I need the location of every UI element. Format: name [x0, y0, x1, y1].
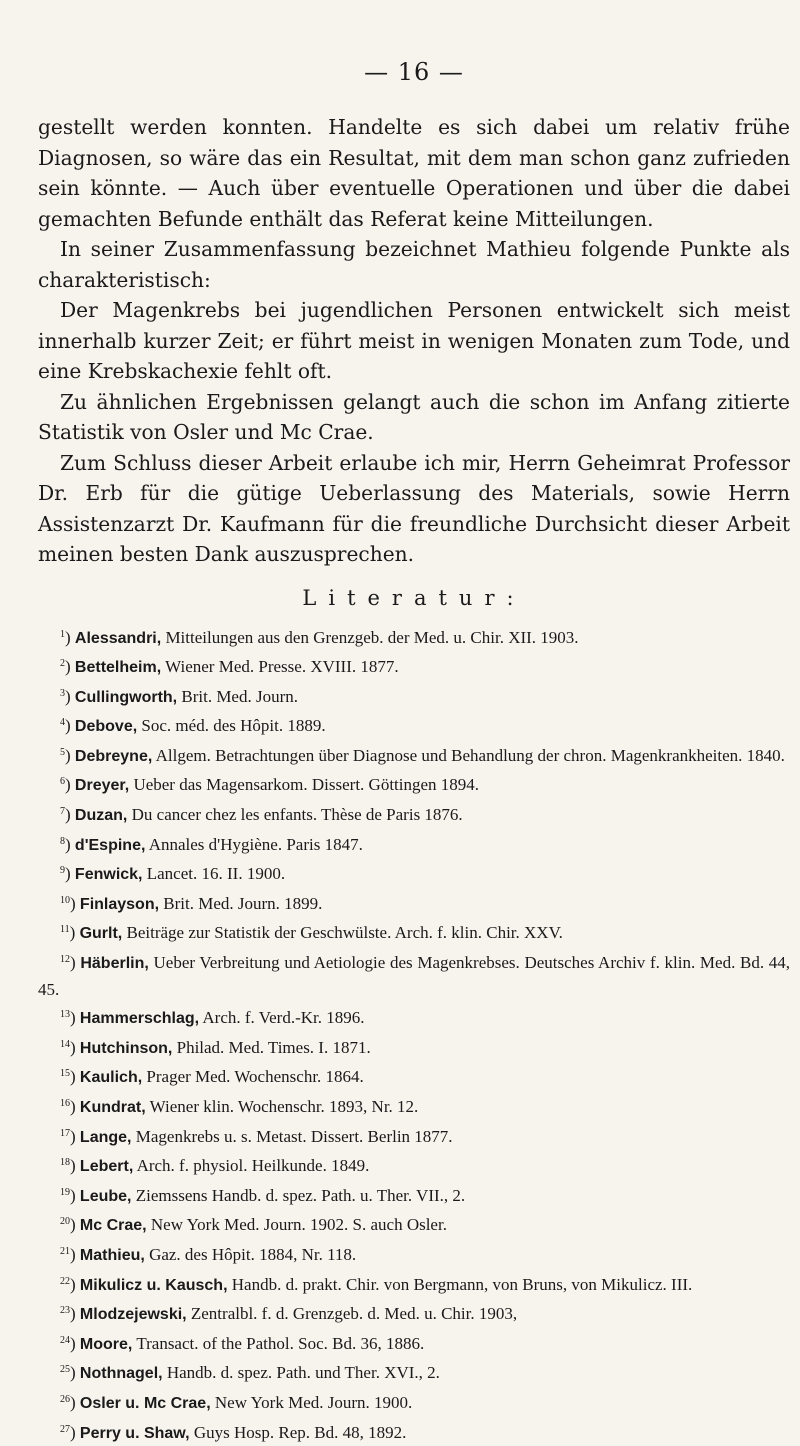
body-text	[38, 112, 790, 570]
reference-number: 14	[60, 1039, 70, 1050]
reference-author: Perry u. Shaw,	[80, 1425, 190, 1442]
page	[38, 58, 790, 1446]
reference-entry: $^4$) Debove, Soc. méd. des Hôpit. 1889.	[38, 710, 790, 740]
reference-text: Zentralbl. f. d. Grenzgeb. d. Med. u. Chir. 1903,	[191, 1304, 517, 1323]
reference-entry: $^{14}$) Hutchinson, Philad. Med. Times. I. 1871.	[38, 1032, 790, 1062]
reference-entry: $^{10}$) Finlayson, Brit. Med. Journ. 1899.	[38, 888, 790, 918]
reference-author: Hutchinson,	[80, 1040, 172, 1057]
paragraph: In seiner Zusammenfassung bezeichnet Mathieu folgende Punkte als charakteristisch:	[38, 234, 790, 295]
reference-author: d'Espine,	[75, 837, 145, 854]
reference-number: 1	[60, 629, 65, 640]
reference-author: Hammerschlag,	[80, 1010, 199, 1027]
reference-number: 4	[60, 717, 65, 728]
reference-text: Brit. Med. Journ.	[181, 687, 298, 706]
literature-heading: Literatur:	[38, 586, 790, 610]
reference-number: 9	[60, 865, 65, 876]
reference-author: Häberlin,	[80, 955, 148, 972]
paragraph: Der Magenkrebs bei jugendlichen Personen entwickelt sich meist innerhalb kurzer Zeit; er führt meist in wenigen Monaten zum Tode, und eine Krebskachexie fehlt oft.	[38, 295, 790, 387]
reference-number: 5	[60, 747, 65, 758]
reference-number: 24	[60, 1335, 70, 1346]
reference-text: Mitteilungen aus den Grenzgeb. der Med. u. Chir. XII. 1903.	[165, 628, 578, 647]
reference-text: Gaz. des Hôpit. 1884, Nr. 118.	[149, 1245, 356, 1264]
reference-author: Osler u. Mc Crae,	[80, 1395, 211, 1412]
reference-number: 13	[60, 1009, 70, 1020]
reference-author: Debove,	[75, 718, 137, 735]
page-number: — 16 —	[38, 58, 790, 86]
paragraph: gestellt werden konnten. Handelte es sich dabei um relativ frühe Diagnosen, so wäre das ein Resultat, mit dem man schon ganz zufrieden sein könnte. — Auch über eventuelle Operationen und über die dabei gemachten Befunde enthält das Referat keine Mitteilungen.	[38, 112, 790, 234]
reference-author: Gurlt,	[80, 925, 123, 942]
reference-number: 10	[60, 895, 70, 906]
reference-author: Finlayson,	[80, 896, 159, 913]
reference-entry: $^{17}$) Lange, Magenkrebs u. s. Metast. Dissert. Berlin 1877.	[38, 1121, 790, 1151]
reference-entry: $^{20}$) Mc Crae, New York Med. Journ. 1902. S. auch Osler.	[38, 1209, 790, 1239]
reference-number: 3	[60, 688, 65, 699]
reference-entry: $^{11}$) Gurlt, Beiträge zur Statistik der Geschwülste. Arch. f. klin. Chir. XXV.	[38, 917, 790, 947]
reference-number: 15	[60, 1068, 70, 1079]
reference-entry: $^{16}$) Kundrat, Wiener klin. Wochenschr. 1893, Nr. 12.	[38, 1091, 790, 1121]
reference-entry: $^8$) d'Espine, Annales d'Hygiène. Paris 1847.	[38, 829, 790, 859]
reference-entry: $^6$) Dreyer, Ueber das Magensarkom. Dissert. Göttingen 1894.	[38, 769, 790, 799]
reference-text: Magenkrebs u. s. Metast. Dissert. Berlin 1877.	[136, 1127, 453, 1146]
reference-entry: $^{19}$) Leube, Ziemssens Handb. d. spez. Path. u. Ther. VII., 2.	[38, 1180, 790, 1210]
reference-number: 23	[60, 1305, 70, 1316]
reference-entry: $^2$) Bettelheim, Wiener Med. Presse. XVIII. 1877.	[38, 651, 790, 681]
reference-author: Lange,	[80, 1129, 132, 1146]
reference-number: 21	[60, 1246, 70, 1257]
reference-author: Alessandri,	[75, 630, 161, 647]
reference-entry: $^3$) Cullingworth, Brit. Med. Journ.	[38, 681, 790, 711]
reference-number: 25	[60, 1364, 70, 1375]
paragraph: Zu ähnlichen Ergebnissen gelangt auch die schon im Anfang zitierte Statistik von Osler und Mc Crae.	[38, 387, 790, 448]
reference-text: Lancet. 16. II. 1900.	[147, 864, 285, 883]
reference-author: Leube,	[80, 1188, 132, 1205]
reference-entry: $^{12}$) Häberlin, Ueber Verbreitung und Aetiologie des Magenkrebses. Deutsches Archiv f. klin. Med. Bd. 44, 45.	[38, 947, 790, 1002]
reference-entry: $^{18}$) Lebert, Arch. f. physiol. Heilkunde. 1849.	[38, 1150, 790, 1180]
reference-text: Soc. méd. des Hôpit. 1889.	[141, 716, 325, 735]
reference-entry: $^{24}$) Moore, Transact. of the Pathol. Soc. Bd. 36, 1886.	[38, 1328, 790, 1358]
reference-number: 20	[60, 1216, 70, 1227]
reference-entry: $^5$) Debreyne, Allgem. Betrachtungen über Diagnose und Behandlung der chron. Magenkrankheiten. 1840.	[38, 740, 790, 770]
reference-entry: $^{21}$) Mathieu, Gaz. des Hôpit. 1884, Nr. 118.	[38, 1239, 790, 1269]
reference-number: 19	[60, 1187, 70, 1198]
reference-text: Wiener klin. Wochenschr. 1893, Nr. 12.	[150, 1097, 419, 1116]
reference-number: 16	[60, 1098, 70, 1109]
reference-author: Mc Crae,	[80, 1217, 147, 1234]
reference-entry: $^{23}$) Mlodzejewski, Zentralbl. f. d. Grenzgeb. d. Med. u. Chir. 1903,	[38, 1298, 790, 1328]
reference-text: Brit. Med. Journ. 1899.	[163, 894, 322, 913]
reference-entry: $^9$) Fenwick, Lancet. 16. II. 1900.	[38, 858, 790, 888]
reference-text: Transact. of the Pathol. Soc. Bd. 36, 1886.	[136, 1334, 424, 1353]
reference-number: 2	[60, 658, 65, 669]
reference-text: Beiträge zur Statistik der Geschwülste. Arch. f. klin. Chir. XXV.	[126, 923, 562, 942]
reference-text: New York Med. Journ. 1900.	[215, 1393, 412, 1412]
reference-author: Moore,	[80, 1336, 132, 1353]
reference-text: Ziemssens Handb. d. spez. Path. u. Ther. VII., 2.	[136, 1186, 465, 1205]
reference-number: 18	[60, 1157, 70, 1168]
reference-list	[38, 622, 790, 1446]
reference-text: Ueber Verbreitung und Aetiologie des Magenkrebses. Deutsches Archiv f. klin. Med. Bd. 44, 45.	[38, 953, 790, 999]
reference-number: 11	[60, 924, 70, 935]
reference-entry: $^{25}$) Nothnagel, Handb. d. spez. Path. und Ther. XVI., 2.	[38, 1357, 790, 1387]
reference-text: Wiener Med. Presse. XVIII. 1877.	[165, 657, 398, 676]
reference-author: Debreyne,	[75, 748, 152, 765]
reference-text: New York Med. Journ. 1902. S. auch Osler.	[151, 1215, 447, 1234]
reference-author: Duzan,	[75, 807, 127, 824]
paragraph: Zum Schluss dieser Arbeit erlaube ich mir, Herrn Geheimrat Professor Dr. Erb für die gütige Ueberlassung des Materials, sowie Herrn Assistenzarzt Dr. Kaufmann für die freundliche Durchsicht dieser Arbeit meinen besten Dank auszusprechen.	[38, 448, 790, 570]
reference-text: Handb. d. prakt. Chir. von Bergmann, von Bruns, von Mikulicz. III.	[232, 1275, 693, 1294]
reference-text: Prager Med. Wochenschr. 1864.	[146, 1067, 363, 1086]
reference-author: Mikulicz u. Kausch,	[80, 1277, 228, 1294]
reference-number: 26	[60, 1394, 70, 1405]
reference-author: Fenwick,	[75, 866, 143, 883]
reference-text: Ueber das Magensarkom. Dissert. Göttingen 1894.	[133, 775, 479, 794]
reference-author: Nothnagel,	[80, 1365, 163, 1382]
reference-entry: $^1$) Alessandri, Mitteilungen aus den Grenzgeb. der Med. u. Chir. XII. 1903.	[38, 622, 790, 652]
reference-entry: $^7$) Duzan, Du cancer chez les enfants. Thèse de Paris 1876.	[38, 799, 790, 829]
reference-text: Arch. f. physiol. Heilkunde. 1849.	[137, 1156, 370, 1175]
reference-number: 17	[60, 1128, 70, 1139]
reference-entry: $^{26}$) Osler u. Mc Crae, New York Med. Journ. 1900.	[38, 1387, 790, 1417]
reference-number: 6	[60, 776, 65, 787]
reference-text: Annales d'Hygiène. Paris 1847.	[149, 835, 363, 854]
reference-author: Mlodzejewski,	[80, 1306, 187, 1323]
reference-entry: $^{27}$) Perry u. Shaw, Guys Hosp. Rep. Bd. 48, 1892.	[38, 1417, 790, 1446]
reference-number: 8	[60, 836, 65, 847]
reference-author: Lebert,	[80, 1158, 133, 1175]
reference-author: Kundrat,	[80, 1099, 146, 1116]
reference-text: Du cancer chez les enfants. Thèse de Paris 1876.	[132, 805, 463, 824]
reference-number: 7	[60, 806, 65, 817]
reference-text: Allgem. Betrachtungen über Diagnose und Behandlung der chron. Magenkrankheiten. 1840.	[156, 746, 785, 765]
reference-entry: $^{15}$) Kaulich, Prager Med. Wochenschr. 1864.	[38, 1061, 790, 1091]
reference-author: Cullingworth,	[75, 689, 177, 706]
reference-text: Arch. f. Verd.-Kr. 1896.	[202, 1008, 364, 1027]
reference-text: Guys Hosp. Rep. Bd. 48, 1892.	[194, 1423, 407, 1442]
reference-author: Dreyer,	[75, 777, 129, 794]
reference-number: 22	[60, 1276, 70, 1287]
reference-number: 12	[60, 954, 70, 965]
reference-entry: $^{13}$) Hammerschlag, Arch. f. Verd.-Kr. 1896.	[38, 1002, 790, 1032]
reference-entry: $^{22}$) Mikulicz u. Kausch, Handb. d. prakt. Chir. von Bergmann, von Bruns, von Mikulicz. III.	[38, 1269, 790, 1299]
reference-author: Mathieu,	[80, 1247, 145, 1264]
reference-text: Handb. d. spez. Path. und Ther. XVI., 2.	[167, 1363, 440, 1382]
reference-text: Philad. Med. Times. I. 1871.	[177, 1038, 371, 1057]
reference-author: Bettelheim,	[75, 659, 161, 676]
reference-author: Kaulich,	[80, 1069, 142, 1086]
reference-number: 27	[60, 1424, 70, 1435]
